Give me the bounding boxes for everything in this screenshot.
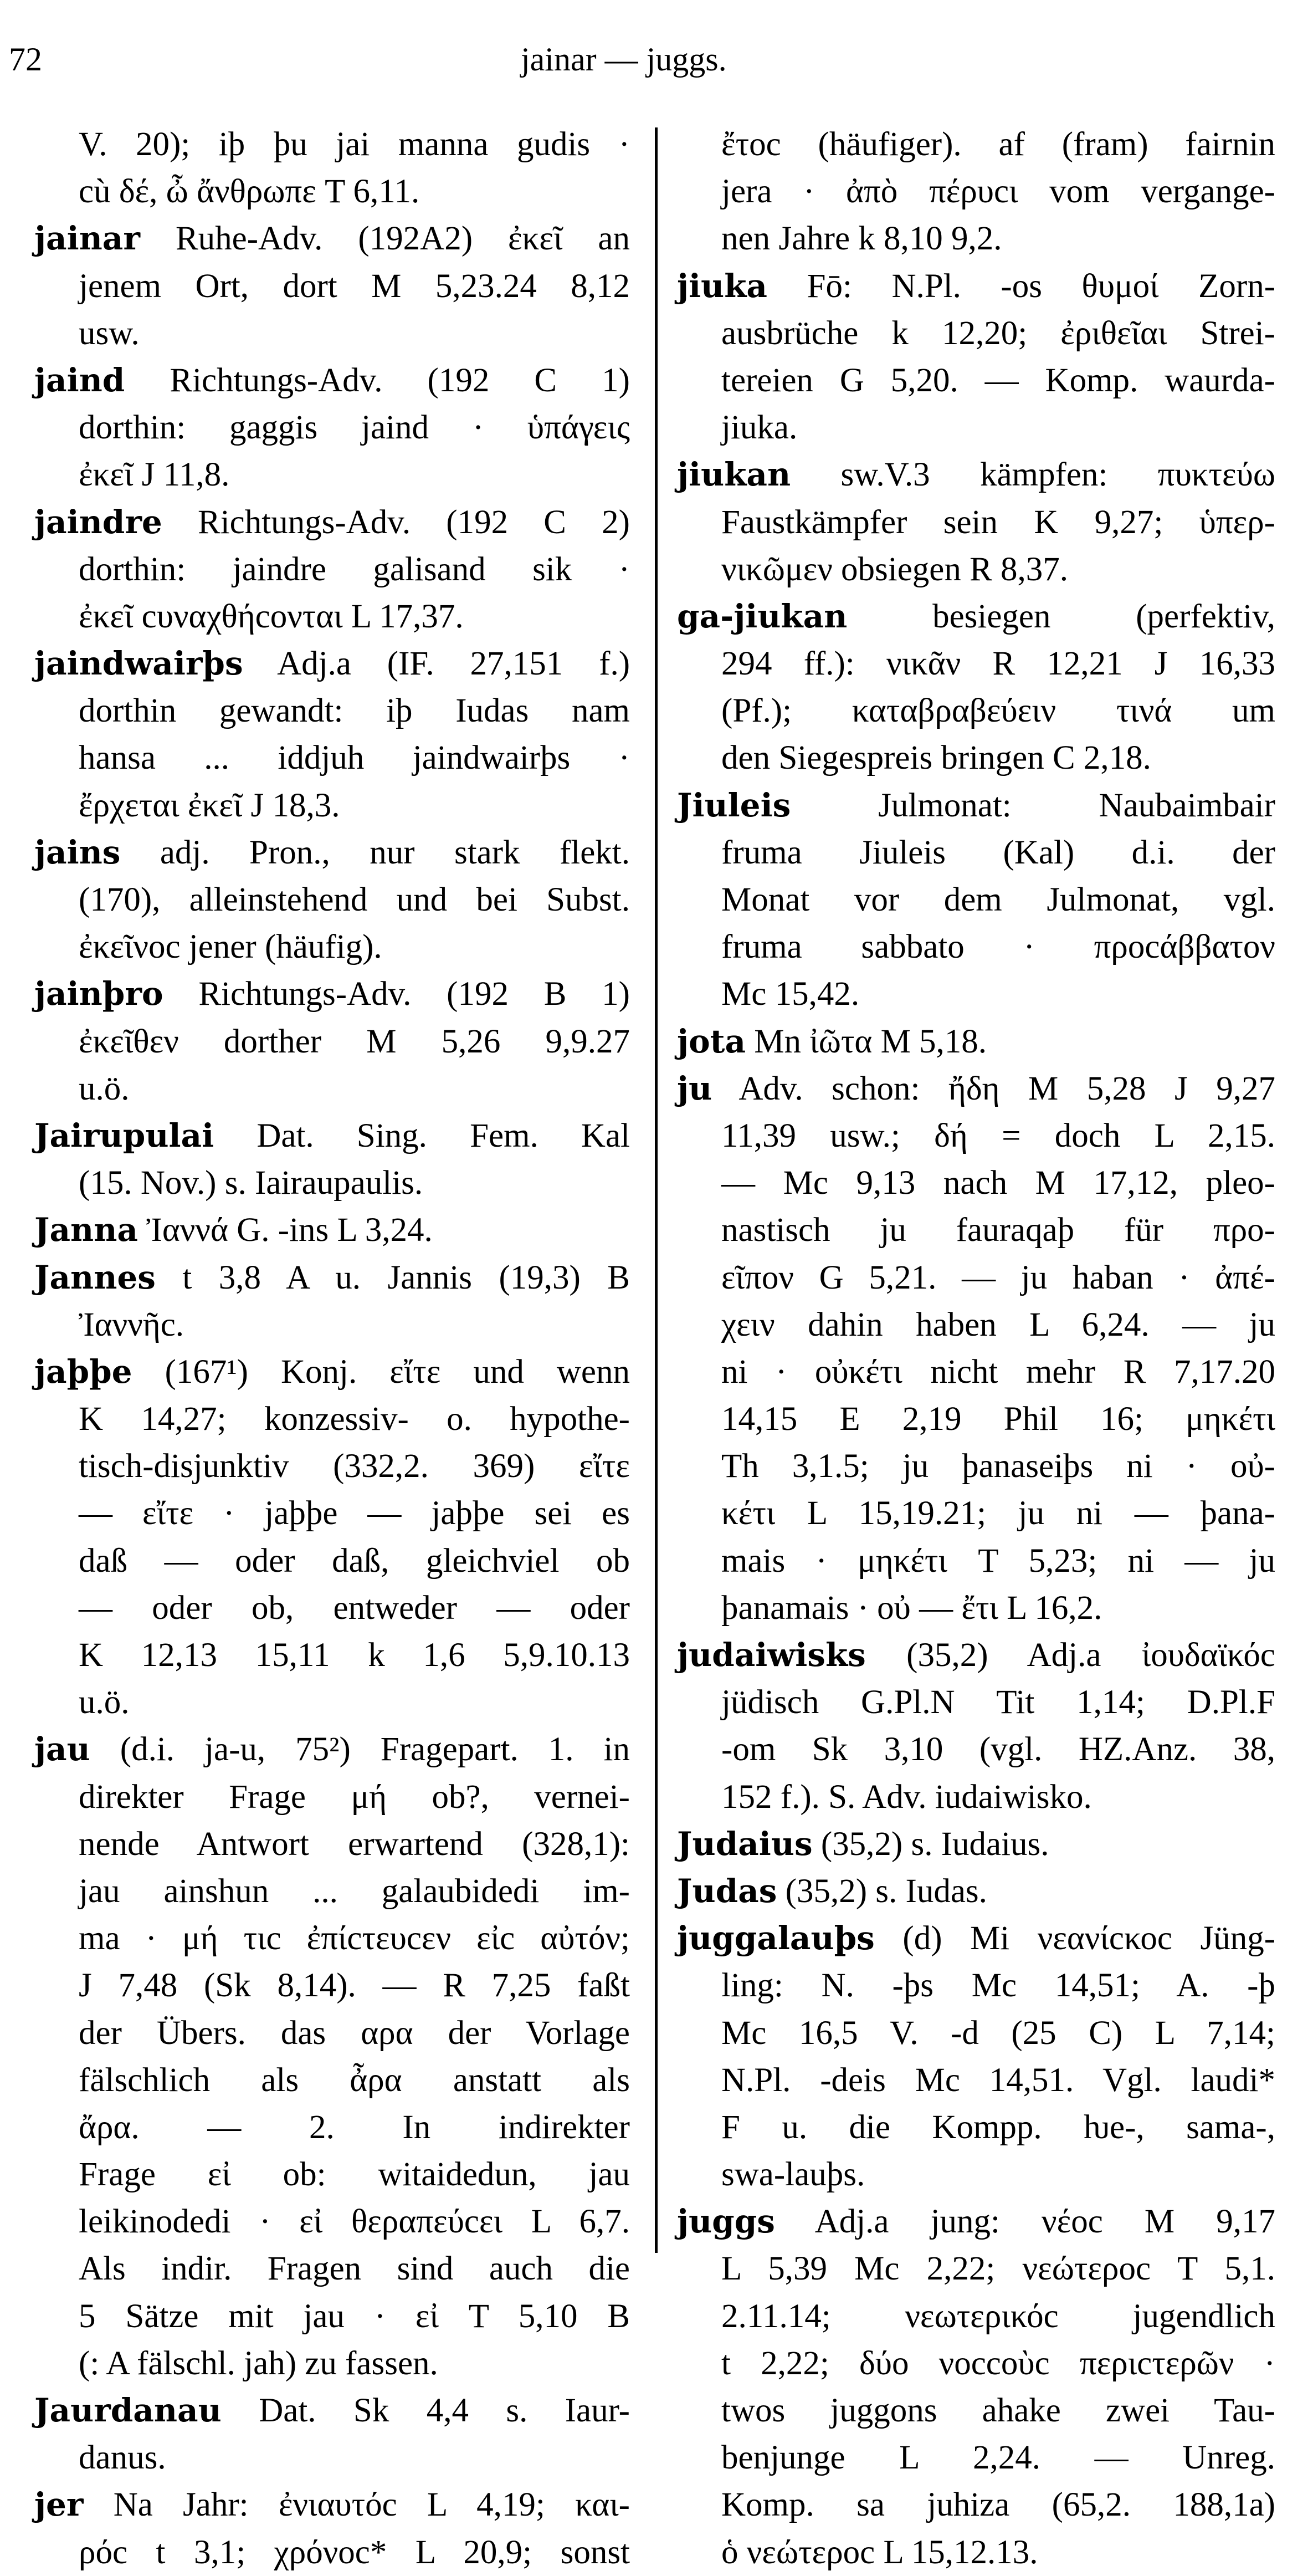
page-header xyxy=(0,34,1313,84)
entry-line xyxy=(34,546,630,593)
dictionary-entry-start xyxy=(677,1868,1275,1915)
entry-text: (d) Mi νεανίcκοc Jüng- xyxy=(902,1920,1276,1957)
headword: jaind xyxy=(34,361,125,399)
entry-text: Richtungs-Adv. (192 C 2) xyxy=(198,503,630,541)
entry-text: -om Sk 3,10 (vgl. HZ.Anz. 38, xyxy=(721,1731,1275,1769)
entry-text: swa-lauþs. xyxy=(721,2156,865,2194)
left-column xyxy=(34,121,630,2576)
entry-text: Richtungs-Adv. (192 C 1) xyxy=(170,361,630,399)
entry-text: dorthin gewandt: iþ Iudas nam xyxy=(79,692,630,730)
entry-text: Frage εἰ ob: witaidedun, jau xyxy=(79,2156,630,2194)
dictionary-entry-start xyxy=(34,1254,630,1301)
entry-text: tisch-disjunktiv (332,2. 369) εἴτε xyxy=(79,1448,630,1485)
entry-line xyxy=(677,1490,1275,1537)
entry-text: Adj.a (IF. 27,151 f.) xyxy=(277,645,630,683)
entry-line xyxy=(34,1301,630,1348)
headword: jainþro xyxy=(34,975,163,1013)
dictionary-entry-start xyxy=(677,2198,1275,2245)
entry-line xyxy=(34,923,630,970)
entry-line xyxy=(677,310,1275,357)
entry-text: (167¹) Konj. εἴτε und wenn xyxy=(165,1353,630,1391)
entry-text: Mc 16,5 V. -d (25 C) L 7,14; xyxy=(721,2014,1275,2052)
entry-text: fruma sabbato · προcάββατον xyxy=(721,928,1275,966)
entry-text: 294 ff.): νικᾶν R 12,21 J 16,33 xyxy=(721,645,1275,683)
column-divider xyxy=(655,127,658,2253)
entry-line xyxy=(677,2057,1275,2104)
entry-text: ὁ νεώτεροc L 15,12.13. xyxy=(721,2533,1038,2571)
entry-text: ma · μή τιc ἐπίcτευcεν εἰc αὐτόν; xyxy=(79,1920,630,1957)
entry-line xyxy=(34,2198,630,2245)
entry-line xyxy=(677,546,1275,593)
headword: Jannes xyxy=(34,1258,156,1296)
entry-text: Komp. sa juhiza (65,2. 188,1a) xyxy=(721,2486,1275,2524)
entry-text: 14,15 E 2,19 Phil 16; μηκέτι xyxy=(721,1401,1275,1438)
entry-line xyxy=(34,2293,630,2340)
headword: ga-jiukan xyxy=(677,597,848,635)
entry-text: 11,39 usw.; δή = doch L 2,15. xyxy=(721,1117,1275,1154)
entry-line xyxy=(677,1962,1275,2009)
entry-line xyxy=(34,1443,630,1490)
entry-text: tereien G 5,20. — Komp. waurda- xyxy=(721,361,1275,399)
entry-text: Als indir. Fragen sind auch die xyxy=(79,2250,630,2288)
entry-text: Adj.a jung: νέοc M 9,17 xyxy=(814,2203,1275,2241)
entry-text: leikinodedi · εἰ θεραπεύcει L 6,7. xyxy=(79,2203,630,2241)
entry-line xyxy=(34,121,630,168)
entry-line xyxy=(34,1018,630,1065)
entry-text: J 7,48 (Sk 8,14). — R 7,25 faßt xyxy=(79,1967,630,2005)
headword: juggs xyxy=(677,2202,775,2241)
entry-text: Dat. Sing. Fem. Kal xyxy=(257,1117,630,1154)
entry-text: (35,2) Adj.a ἰουδαϊκόc xyxy=(906,1637,1275,1674)
entry-text: adj. Pron., nur stark flekt. xyxy=(160,834,630,871)
entry-text: nastisch ju fauraqaþ für προ- xyxy=(721,1212,1275,1249)
entry-text: u.ö. xyxy=(79,1684,130,1721)
headword: Judaius xyxy=(677,1824,813,1863)
entry-text: χειν dahin haben L 6,24. — ju xyxy=(721,1306,1275,1343)
entry-text: twos juggons ahake zwei Tau- xyxy=(721,2392,1275,2429)
dictionary-entry-start xyxy=(34,1726,630,1773)
entry-text: nende Antwort erwartend (328,1): xyxy=(79,1825,630,1863)
entry-line xyxy=(677,2293,1275,2340)
entry-text: sw.V.3 kämpfen: πυκτεύω xyxy=(840,456,1275,494)
entry-text: Faustkämpfer sein K 9,27; ὑπερ- xyxy=(721,503,1275,541)
entry-line xyxy=(677,1159,1275,1207)
dictionary-entry-start xyxy=(677,263,1275,310)
entry-text: Monat vor dem Julmonat, vgl. xyxy=(721,881,1275,918)
entry-text: Ruhe-Adv. (192A2) ἐκεῖ an xyxy=(175,220,630,258)
entry-line xyxy=(677,2104,1275,2151)
entry-text: (d.i. ja-u, 75²) Fragepart. 1. in xyxy=(120,1731,630,1769)
entry-line xyxy=(34,1396,630,1443)
entry-text: direkter Frage μή ob?, vernei- xyxy=(79,1778,630,1816)
headword: Janna xyxy=(34,1211,138,1249)
entry-text: εῖπον G 5,21. — ju haban · ἀπέ- xyxy=(721,1259,1275,1296)
entry-line xyxy=(677,2481,1275,2528)
entry-line xyxy=(34,2245,630,2292)
entry-text: κέτι L 15,19.21; ju ni — þana- xyxy=(721,1495,1275,1532)
dictionary-entry-start xyxy=(34,215,630,262)
entry-line xyxy=(34,734,630,781)
entry-text: Fō: N.Pl. -os θυμοί Zorn- xyxy=(807,267,1276,305)
entry-line xyxy=(677,2245,1275,2292)
entry-text: jiuka. xyxy=(721,409,798,447)
entry-line xyxy=(677,1112,1275,1159)
entry-text: Adv. schon: ἤδη M 5,28 J 9,27 xyxy=(738,1070,1276,1107)
dictionary-entry-start xyxy=(677,782,1275,829)
dictionary-entry-start xyxy=(34,829,630,876)
entry-text: Ἰαννά G. -ins L 3,24. xyxy=(146,1212,433,1249)
entry-text: ni · οὐκέτι nicht mehr R 7,17.20 xyxy=(721,1353,1275,1391)
entry-line xyxy=(677,357,1275,404)
entry-line xyxy=(677,640,1275,687)
entry-text: fruma Jiuleis (Kal) d.i. der xyxy=(721,834,1275,871)
page-number: 72 xyxy=(9,41,42,78)
entry-line xyxy=(677,1679,1275,1726)
headword: Judas xyxy=(677,1872,777,1910)
headword: jota xyxy=(677,1022,746,1060)
entry-line xyxy=(34,2340,630,2387)
entry-line xyxy=(34,876,630,923)
entry-line xyxy=(677,2151,1275,2198)
entry-line xyxy=(34,2151,630,2198)
entry-text: F u. die Kompp. ƕe-, sama-, xyxy=(721,2108,1275,2146)
entry-text: ἐκεῖ J 11,8. xyxy=(79,456,230,494)
entry-line xyxy=(34,1773,630,1821)
entry-line xyxy=(34,1065,630,1112)
entry-text: dorthin: jaindre galisand sik · xyxy=(79,550,630,588)
entry-text: mais · μηκέτι T 5,23; ni — ju xyxy=(721,1542,1275,1580)
entry-line xyxy=(677,1254,1275,1301)
entry-line xyxy=(677,2387,1275,2434)
headword: jau xyxy=(34,1730,90,1769)
entry-text: ρόc t 3,1; χρόνοc* L 20,9; sonst xyxy=(79,2533,630,2571)
entry-line xyxy=(677,168,1275,215)
entry-text: ἔρχεται ἐκεῖ J 18,3. xyxy=(79,786,340,824)
entry-text: (170), alleinstehend und bei Subst. xyxy=(79,881,630,918)
entry-line xyxy=(677,215,1275,262)
dictionary-entry-start xyxy=(34,2481,630,2528)
dictionary-entry-start xyxy=(677,593,1275,640)
dictionary-entry-start xyxy=(34,1112,630,1159)
entry-line xyxy=(34,404,630,451)
entry-line xyxy=(677,2434,1275,2481)
entry-line xyxy=(677,404,1275,451)
entry-text: usw. xyxy=(79,314,140,352)
headword: jainar xyxy=(34,219,140,258)
entry-line xyxy=(677,499,1275,546)
entry-text: — εἴτε · jaþþe — jaþþe sei es xyxy=(79,1495,630,1532)
entry-text: — oder ob, entweder — oder xyxy=(79,1589,630,1627)
entry-text: benjunge L 2,24. — Unreg. xyxy=(721,2439,1275,2477)
entry-text: 2.11.14; νεωτερικόc jugendlich xyxy=(721,2297,1275,2335)
entry-line xyxy=(677,687,1275,734)
entry-line xyxy=(34,1821,630,1868)
entry-text: ἐκεῖθεν dorther M 5,26 9,9.27 xyxy=(79,1023,630,1060)
headword: jains xyxy=(34,833,121,871)
entry-line xyxy=(34,310,630,357)
entry-text: jüdisch G.Pl.N Tit 1,14; D.Pl.F xyxy=(721,1684,1275,1721)
entry-line xyxy=(677,1585,1275,1632)
entry-line xyxy=(34,2057,630,2104)
entry-line xyxy=(34,1915,630,1962)
entry-text: þanamais · οὐ — ἔτι L 16,2. xyxy=(721,1589,1102,1627)
entry-text: V. 20); iþ þu jai manna gudis · xyxy=(79,126,630,163)
entry-line xyxy=(34,1868,630,1915)
dictionary-entry-start xyxy=(34,640,630,687)
dictionary-entry-start xyxy=(677,1632,1275,1679)
entry-text: K 12,13 15,11 k 1,6 5,9.10.13 xyxy=(79,1637,630,1674)
entry-line xyxy=(677,1348,1275,1396)
dictionary-entry-start xyxy=(677,1065,1275,1112)
entry-text: K 14,27; konzessiv- o. hypothe- xyxy=(79,1401,630,1438)
dictionary-entry-start xyxy=(677,1915,1275,1962)
entry-text: ἐκεῖ cυναχθήcονται L 17,37. xyxy=(79,597,464,635)
entry-line xyxy=(34,168,630,215)
entry-text: L 5,39 Mc 2,22; νεώτεροc T 5,1. xyxy=(721,2250,1275,2288)
entry-line xyxy=(677,923,1275,970)
headword: jaindwairþs xyxy=(34,645,243,683)
headword: jaindre xyxy=(34,503,162,541)
entry-text: ἐκεῖνοc jener (häufig). xyxy=(79,928,382,966)
entry-line xyxy=(677,2010,1275,2057)
headword: jaþþe xyxy=(34,1352,132,1391)
dictionary-entry-start xyxy=(34,1207,630,1254)
entry-line xyxy=(677,1396,1275,1443)
dictionary-entry-start xyxy=(34,2387,630,2434)
entry-line xyxy=(677,1207,1275,1254)
entry-text: N.Pl. -deis Mc 14,51. Vgl. laudi* xyxy=(721,2061,1275,2099)
headword: Jairupulai xyxy=(34,1116,214,1154)
entry-text: (35,2) s. Iudas. xyxy=(785,1872,987,1910)
entry-text: νικῶμεν obsiegen R 8,37. xyxy=(721,550,1069,588)
entry-text: (Pf.); καταβραβεύειν τινά um xyxy=(721,692,1275,730)
entry-text: Mc 15,42. xyxy=(721,975,860,1013)
entry-line xyxy=(34,687,630,734)
headword: Jaurdanau xyxy=(34,2391,222,2429)
entry-text: ling: N. -þs Mc 14,51; A. -þ xyxy=(721,1967,1275,2005)
headword: juggalauþs xyxy=(677,1919,875,1957)
entry-line xyxy=(677,829,1275,876)
entry-line xyxy=(677,1537,1275,1585)
entry-line xyxy=(677,970,1275,1018)
entry-text: cù δέ, ὦ ἄνθρωπε T 6,11. xyxy=(79,173,420,211)
entry-text: jenem Ort, dort M 5,23.24 8,12 xyxy=(79,267,630,305)
entry-text: der Übers. das αρα der Vorlage xyxy=(79,2014,630,2052)
entry-line xyxy=(34,782,630,829)
entry-text: nen Jahre k 8,10 9,2. xyxy=(721,220,1002,258)
entry-text: ausbrüche k 12,20; ἐριθεῖαι Strei- xyxy=(721,314,1275,352)
entry-text: Julmonat: Naubaimbair xyxy=(878,786,1275,824)
right-column xyxy=(677,121,1275,2576)
entry-text: jera · ἀπὸ πέρυcι vom vergange- xyxy=(721,173,1275,211)
headword: jiuka xyxy=(677,267,767,305)
entry-line xyxy=(677,1443,1275,1490)
entry-text: t 2,22; δύο νοccοὺc περιcτερῶν · xyxy=(721,2344,1275,2382)
entry-line xyxy=(34,2010,630,2057)
entry-line xyxy=(34,1490,630,1537)
headword: ju xyxy=(677,1069,712,1107)
entry-text: danus. xyxy=(79,2439,166,2477)
entry-text: ἄρα. — 2. In indirekter xyxy=(79,2108,630,2146)
entry-text: Ἰαννῆc. xyxy=(79,1306,184,1343)
entry-text: Dat. Sk 4,4 s. Iaur- xyxy=(259,2392,630,2429)
entry-line xyxy=(34,1585,630,1632)
entry-text: Na Jahr: ἐνιαυτόc L 4,19; και- xyxy=(113,2486,630,2524)
entry-text: ἔτοc (häufiger). af (fram) fairnin xyxy=(721,126,1275,163)
entry-line xyxy=(677,2340,1275,2387)
entry-text: t 3,8 A u. Jannis (19,3) B xyxy=(182,1259,630,1296)
entry-line xyxy=(34,593,630,640)
entry-text: jau ainshun ... galaubidedi im- xyxy=(79,1872,630,1910)
dictionary-entry-start xyxy=(677,1821,1275,1868)
dictionary-entry-start xyxy=(34,1348,630,1396)
entry-line xyxy=(34,2104,630,2151)
entry-line xyxy=(34,1679,630,1726)
entry-text: dorthin: gaggis jaind · ὑπάγεις xyxy=(79,409,630,447)
entry-line xyxy=(34,1537,630,1585)
entry-line xyxy=(34,2529,630,2576)
entry-line xyxy=(677,734,1275,781)
entry-line xyxy=(34,1962,630,2009)
entry-text: 152 f.). S. Adv. iudaiwisko. xyxy=(721,1778,1092,1816)
entry-line xyxy=(677,1301,1275,1348)
entry-text: Mn ἰῶτα M 5,18. xyxy=(754,1023,987,1060)
dictionary-entry-start xyxy=(34,357,630,404)
entry-text: den Siegespreis bringen C 2,18. xyxy=(721,739,1151,777)
entry-text: hansa ... iddjuh jaindwairþs · xyxy=(79,739,630,777)
entry-line xyxy=(677,2529,1275,2576)
dictionary-entry-start xyxy=(34,499,630,546)
entry-line xyxy=(34,1632,630,1679)
entry-text: Richtungs-Adv. (192 B 1) xyxy=(198,975,630,1013)
entry-line xyxy=(677,1773,1275,1821)
entry-text: daß — oder daß, gleichviel ob xyxy=(79,1542,630,1580)
headword: Jiuleis xyxy=(677,786,791,824)
entry-line xyxy=(677,1726,1275,1773)
entry-line xyxy=(34,1159,630,1207)
entry-text: fälschlich als ἆρα anstatt als xyxy=(79,2061,630,2099)
headword: jiukan xyxy=(677,456,791,494)
entry-line xyxy=(34,263,630,310)
entry-line xyxy=(677,876,1275,923)
entry-text: 5 Sätze mit jau · εἰ T 5,10 B xyxy=(79,2297,630,2335)
dictionary-entry-start xyxy=(677,451,1275,498)
running-title: jainar — juggs. xyxy=(521,41,727,78)
entry-text: u.ö. xyxy=(79,1070,130,1107)
entry-line xyxy=(677,121,1275,168)
headword: judaiwisks xyxy=(677,1636,866,1674)
entry-text: (: A fälschl. jah) zu fassen. xyxy=(79,2344,438,2382)
entry-text: (15. Nov.) s. Iairaupaulis. xyxy=(79,1164,423,1202)
entry-text: besiegen (perfektiv, xyxy=(932,597,1275,635)
entry-text: (35,2) s. Iudaius. xyxy=(820,1825,1049,1863)
entry-text: — Mc 9,13 nach M 17,12, pleo- xyxy=(721,1164,1275,1202)
entry-line xyxy=(34,2434,630,2481)
entry-text: Th 3,1.5; ju þanaseiþs ni · οὐ- xyxy=(721,1448,1275,1485)
dictionary-entry-start xyxy=(677,1018,1275,1065)
dictionary-entry-start xyxy=(34,970,630,1018)
entry-line xyxy=(34,451,630,498)
headword: jer xyxy=(34,2486,84,2524)
